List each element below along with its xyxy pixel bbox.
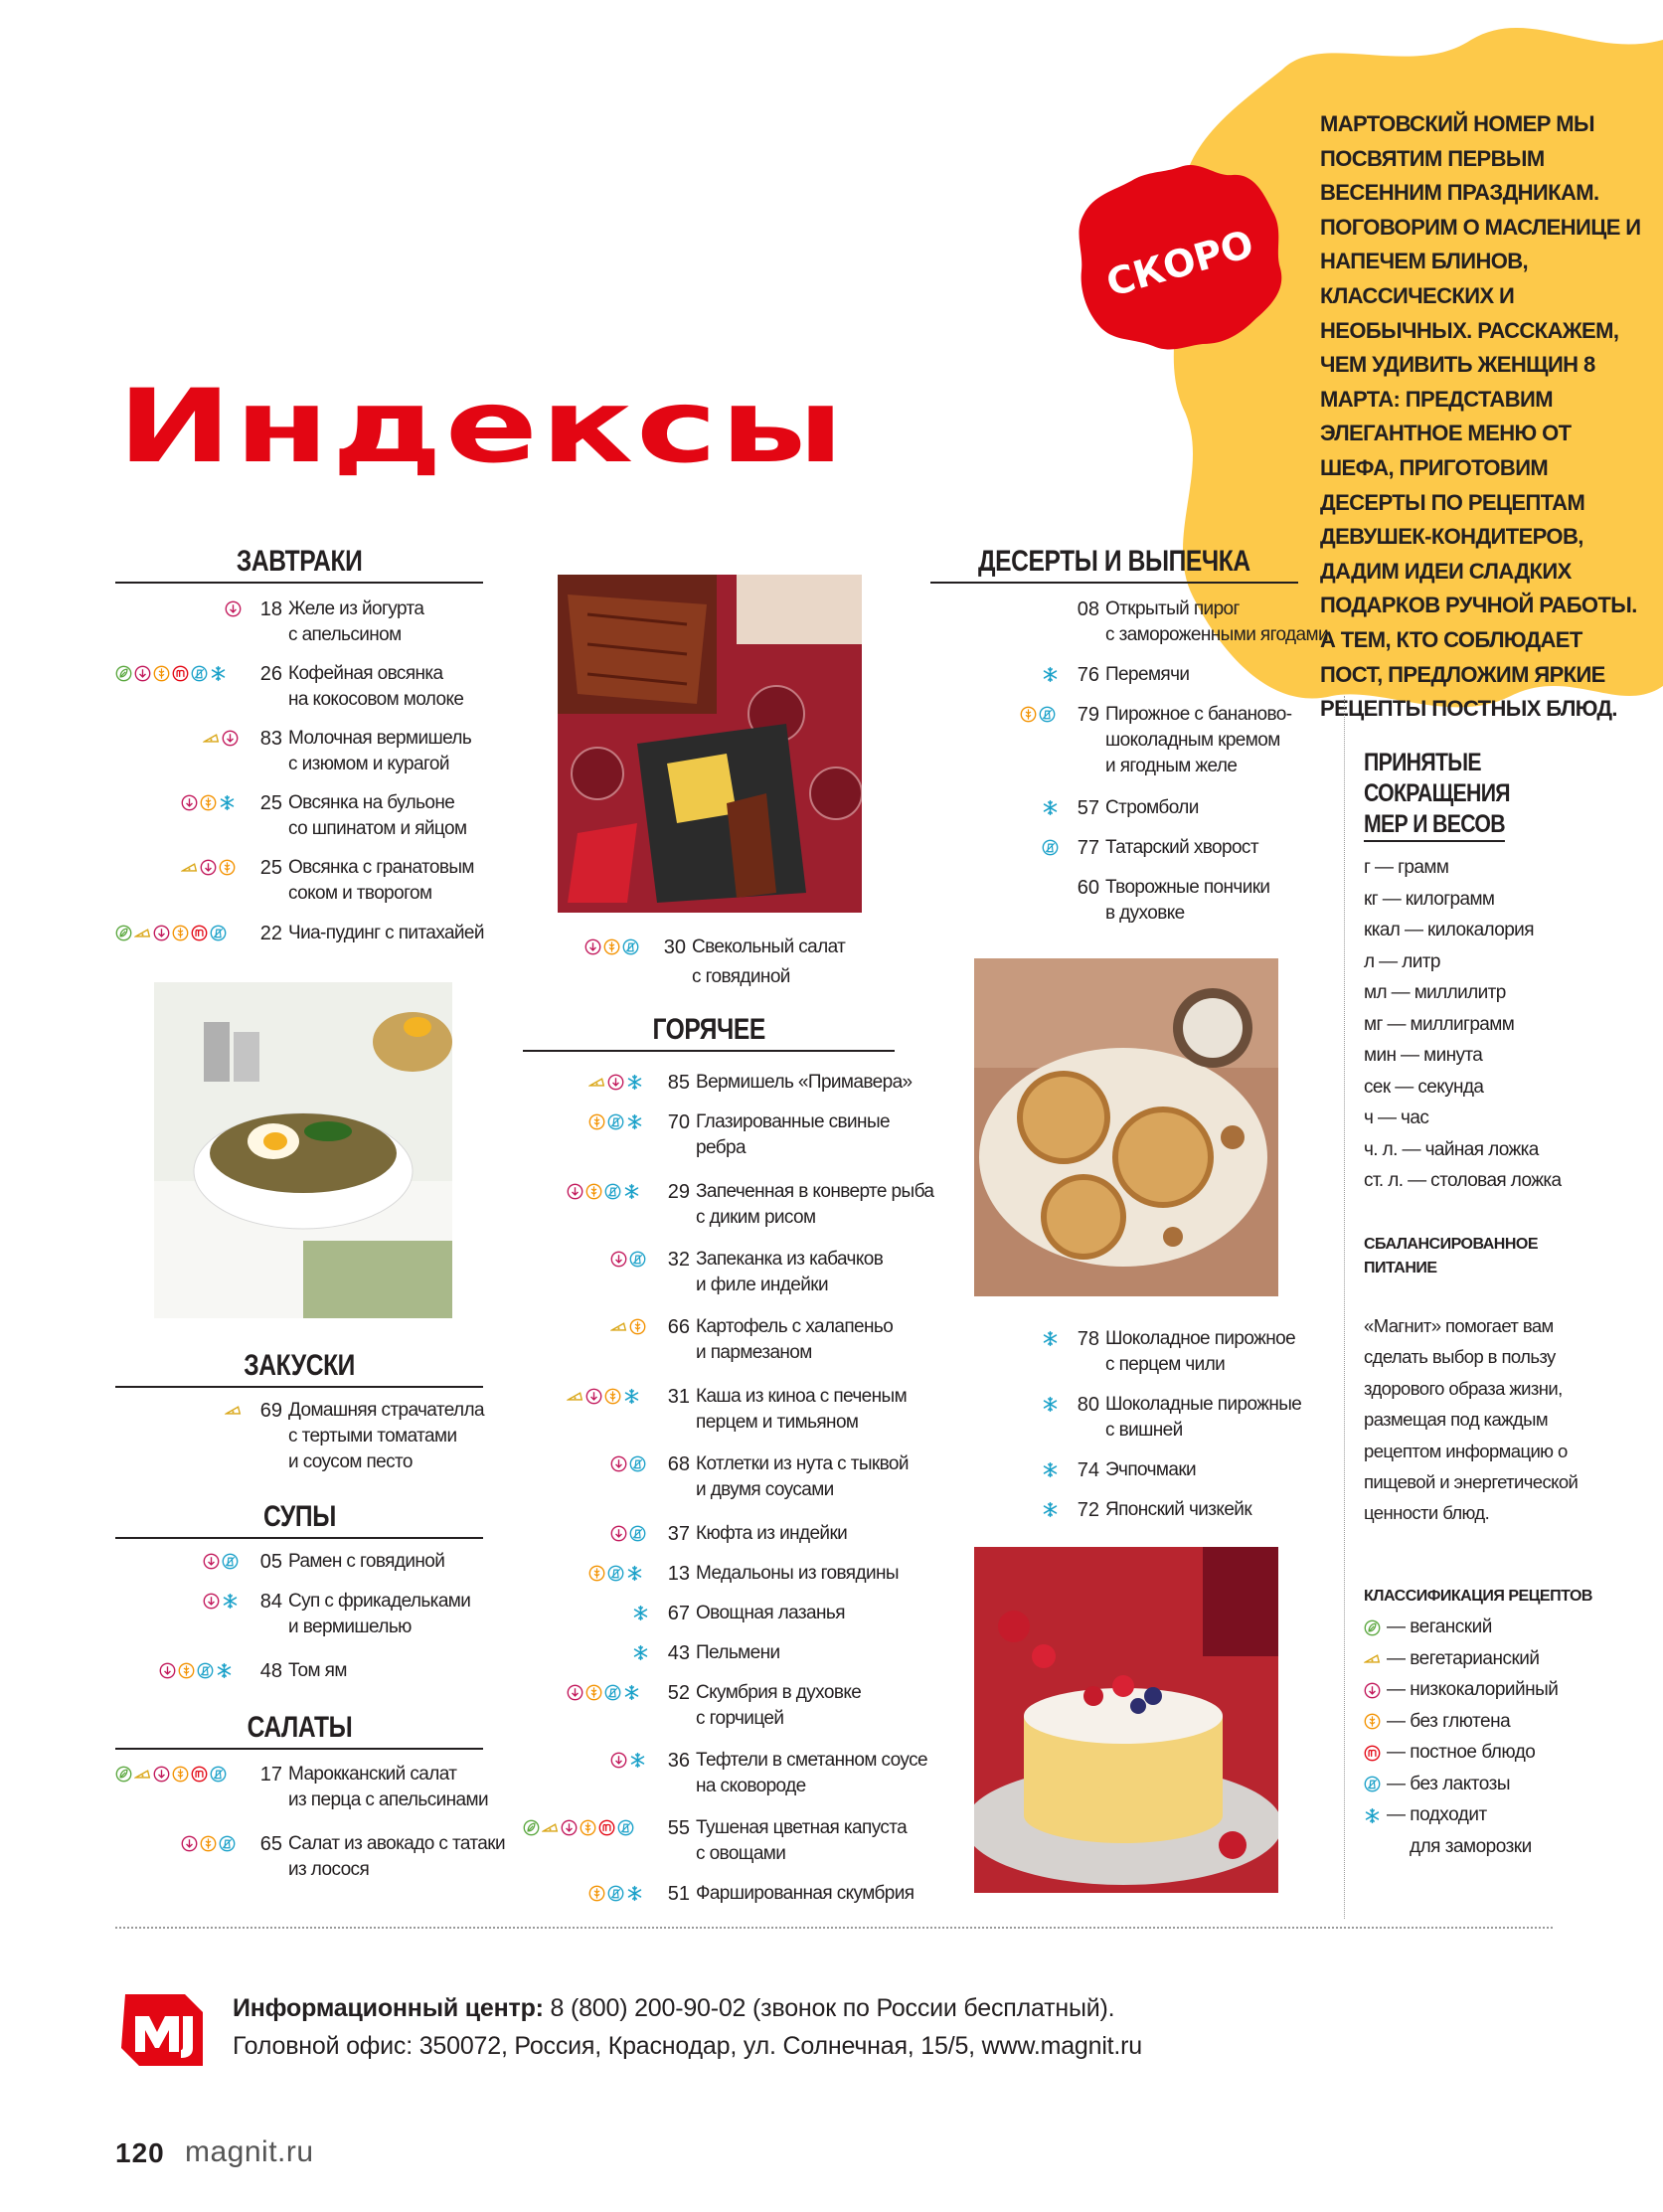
recipe-name-cont: перцем и тимьяном [696,1412,859,1433]
recipe-name-cont: с изюмом и курагой [288,754,449,774]
recipe-name: Овсянка с гранатовым [288,857,474,878]
page-title: Индексы [117,368,847,486]
lowcal-icon [225,600,242,617]
lactosefree-icon [210,1766,227,1783]
lactosefree-icon [210,925,227,941]
recipe-name: Пельмени [696,1642,780,1663]
legend-item [1410,1836,1532,1858]
recipe-name: Фаршированная скумбрия [696,1883,915,1904]
recipe-name: Каша из киноа с печеным [696,1386,908,1407]
vegan-icon [115,1766,132,1783]
measure-item: л — литр [1364,950,1440,972]
page-number: 25 [259,857,282,879]
recipe-name: Японский чизкейк [1105,1499,1252,1520]
vegetarian-icon [134,1766,151,1783]
freeze-icon [626,1113,643,1130]
recipe-name-cont: на кокосовом молоке [288,689,464,710]
measures-title: ПРИНЯТЫЕ СОКРАЩЕНИЯ МЕР И ВЕСОВ [1364,748,1602,842]
lactosefree-icon [1364,1776,1381,1792]
page-number: 57 [1077,797,1099,819]
freeze-icon [216,1662,233,1679]
lactosefree-icon [604,1183,621,1200]
balanced-text: «Магнит» помогает вам сделать выбор в пользу здорового образа жизни, размещая под каждым рецептом информацию о пищевой и энергетической ценности блюд. [1364,1315,1579,1524]
lactosefree-icon [197,1662,214,1679]
vegan-icon [115,665,132,682]
legend-item [1364,1804,1487,1826]
recipe-name-cont: и двумя соусами [696,1479,834,1500]
info-center-value: 8 (800) 200-90-02 (звонок по России бесплатный). [543,1994,1115,2022]
legend-item [1364,1774,1510,1795]
vegetarian-icon [181,859,198,876]
freeze-icon [626,1565,643,1582]
lowcal-icon [200,859,217,876]
head-office: Головной офис: 350072, Россия, Краснодар, ул. Солнечная, 15/5, www.magnit.ru [233,2032,1142,2060]
vegan-icon [1364,1619,1381,1636]
freeze-icon [219,794,236,811]
promo-text: МАРТОВСКИЙ НОМЕР МЫ ПОСВЯТИМ ПЕРВЫМ ВЕСЕННИМ ПРАЗДНИКАМ. ПОГОВОРИМ О МАСЛЕНИЦЕ И НАПЕЧЕМ БЛИНОВ, КЛАССИЧЕСКИХ И НЕОБЫЧНЫХ. РАССКАЖЕМ, ЧЕМ УДИВИТЬ ЖЕНЩИН 8 МАРТА: ПРЕДСТАВИМ ЭЛЕГАНТНОЕ МЕНЮ ОТ ШЕФА, ПРИГОТОВИМ ДЕСЕРТЫ ПО РЕЦЕПТАМ ДЕВУШЕК-КОНДИТЕРОВ, ДАДИМ ИДЕИ СЛАДКИХ ПОДАРКОВ РУЧНОЙ РАБОТЫ. А ТЕМ, КТО СОБЛЮДАЕТ ПОСТ, ПРЕДЛОЖИМ ЯРКИЕ РЕЦЕПТЫ ПОСТНЫХ БЛЮД. [1320,111,1641,722]
freeze-icon [1042,666,1059,683]
lowcal-icon [561,1819,578,1836]
page-number: 25 [259,792,282,814]
freeze-icon [623,1388,640,1405]
page-number: 74 [1077,1459,1099,1481]
measure-item: г — грамм [1364,857,1449,878]
freeze-icon [632,1605,649,1621]
legend-label: для заморозки [1410,1835,1532,1857]
recipe-name: Тефтели в сметанном соусе [696,1750,927,1771]
page-number: 51 [667,1883,690,1905]
measure-item: сек — секунда [1364,1076,1484,1098]
freeze-icon [222,1593,239,1610]
freeze-icon [1042,799,1059,816]
page-number: 60 [1077,877,1099,899]
recipe-name-cont: соком и творогом [288,883,432,904]
recipe-name: Картофель с халапеньо [696,1316,894,1337]
recipe-name: Пирожное с бананово- [1105,704,1292,725]
measure-item: кг — килограмм [1364,888,1495,910]
lowcal-icon [584,938,601,955]
glutenfree-icon [200,794,217,811]
recipe-name: Салат из авокадо с татаки [288,1833,505,1854]
legend-label: — без лактозы [1387,1773,1510,1794]
section-snacks-title: ЗАКУСКИ [115,1346,483,1388]
freeze-icon [1364,1807,1381,1824]
page-number: 69 [259,1400,282,1422]
page-number: 30 [663,936,686,958]
magnit-logo [115,1986,209,2074]
measure-item: ст. л. — столовая ложка [1364,1170,1562,1191]
page-number: 05 [259,1551,282,1573]
recipe-name-cont: и соусом песто [288,1451,413,1472]
page-number: 70 [667,1111,690,1133]
legend-label: — вегетарианский [1387,1647,1540,1669]
legend-item [1364,1742,1535,1764]
page-number: 55 [667,1817,690,1839]
recipe-name: Скумбрия в духовке [696,1682,862,1703]
recipe-name-cont: и пармезаном [696,1342,812,1363]
vegan-icon [523,1819,540,1836]
recipe-name: Глазированные свиные [696,1111,890,1132]
recipe-name-cont: на сковороде [696,1776,806,1796]
lactosefree-icon [1042,839,1059,856]
recipe-name: Запеченная в конверте рыба [696,1181,934,1202]
lactosefree-icon [604,1684,621,1701]
recipe-name-cont: из перца с апельсинами [288,1789,488,1810]
recipe-name: Открытый пирог [1105,598,1240,619]
measure-item: мин — минута [1364,1045,1483,1066]
lowcal-icon [153,925,170,941]
cheesecake-photo [974,1547,1278,1893]
legend-item [1364,1648,1540,1670]
recipe-name-cont: с диким рисом [696,1207,816,1228]
ribs-photo [558,575,862,913]
recipe-name: Творожные пончики [1105,877,1270,898]
page-number: 31 [667,1386,690,1408]
glutenfree-icon [604,1388,621,1405]
glutenfree-icon [588,1885,605,1902]
page-number: 29 [667,1181,690,1203]
legend-label: — постное блюдо [1387,1742,1536,1763]
page-number: 66 [667,1316,690,1338]
lactosefree-icon [1039,706,1056,723]
pastry-photo [974,958,1278,1296]
lowcal-icon [607,1074,624,1091]
recipe-name: Молочная вермишель [288,728,472,749]
vegetarian-icon [134,925,151,941]
page-number: 67 [667,1603,690,1624]
measure-item: ч. л. — чайная ложка [1364,1138,1539,1160]
legend-item [1364,1616,1492,1638]
legend-label: — без глютена [1387,1710,1511,1732]
lowcal-icon [1364,1682,1381,1699]
page-number: 43 [667,1642,690,1664]
measure-item: ккал — килокалория [1364,920,1534,940]
recipe-name-cont: шоколадным кремом [1105,730,1280,751]
lowcal-icon [181,794,198,811]
recipe-name: Шоколадные пирожные [1105,1394,1302,1415]
recipe-name: Овсянка на бульоне [288,792,455,813]
recipe-name: Татарский хворост [1105,837,1258,858]
lactosefree-icon [629,1455,646,1472]
recipe-name: Домашняя страчателла [288,1400,485,1421]
recipe-name-cont: со шпинатом и яйцом [288,818,467,839]
page-number: 76 [1077,664,1099,686]
legend-item [1364,1679,1558,1701]
glutenfree-icon [585,1183,602,1200]
recipe-name-cont: в духовке [1105,903,1185,924]
page-number: 13 [667,1563,690,1585]
measure-item: мл — миллилитр [1364,982,1506,1003]
freeze-icon [626,1885,643,1902]
recipe-name-cont: и ягодным желе [1105,756,1238,776]
recipe-name: Желе из йогурта [288,598,424,619]
lowcal-icon [610,1251,627,1268]
recipe-name: Стромболи [1105,797,1199,818]
recipe-name: Овощная лазанья [696,1603,845,1623]
vegan-icon [115,925,132,941]
section-hot-title: ГОРЯЧЕЕ [523,1010,895,1052]
info-center [233,1994,1114,2023]
glutenfree-icon [219,859,236,876]
recipe-name-cont: с вишней [1105,1420,1183,1441]
footer-divider [115,1927,1553,1929]
page-number: 72 [1077,1499,1099,1521]
recipe-name: Запеканка из кабачков [696,1249,884,1270]
recipe-name: Медальоны из говядины [696,1563,899,1584]
page-number: 26 [259,663,282,685]
lowcal-icon [159,1662,176,1679]
page-number: 48 [259,1660,282,1682]
lactosefree-icon [607,1565,624,1582]
lactosefree-icon [222,1553,239,1570]
page-number: 78 [1077,1328,1099,1350]
measure-item: ч — час [1364,1107,1429,1128]
glutenfree-icon [200,1835,217,1852]
legend-item [1364,1711,1510,1733]
glutenfree-icon [172,1766,189,1783]
lactosefree-icon [617,1819,634,1836]
lowcal-icon [181,1835,198,1852]
freeze-icon [629,1752,646,1769]
page-number: 52 [667,1682,690,1704]
vegetarian-icon [567,1388,583,1405]
page-number: 77 [1077,837,1099,859]
section-desserts-title: ДЕСЕРТЫ И ВЫПЕЧКА [930,542,1298,584]
page-number: 17 [259,1764,282,1786]
recipe-name-cont: из лосося [288,1859,370,1880]
recipe-name: Кюфта из индейки [696,1523,848,1544]
recipe-name-cont: с перцем чили [1105,1354,1226,1375]
recipe-name-cont: с говядиной [692,966,790,987]
recipe-name: Свекольный салат [692,936,846,957]
section-breakfast-title: ЗАВТРАКИ [115,542,483,584]
page-number: 18 [259,598,282,620]
measure-item: мг — миллиграмм [1364,1013,1515,1035]
recipe-name: Том ям [288,1660,347,1681]
page-number: 80 [1077,1394,1099,1416]
legend-title: КЛАССИФИКАЦИЯ РЕЦЕПТОВ [1364,1588,1592,1605]
recipe-name: Рамен с говядиной [288,1551,445,1572]
page-number: 22 [259,923,282,944]
vegetarian-icon [542,1819,559,1836]
freeze-icon [210,665,227,682]
glutenfree-icon [178,1662,195,1679]
page-number: 84 [259,1591,282,1613]
skoro-badge [1076,159,1284,354]
lowcal-icon [567,1684,583,1701]
page-number: 85 [667,1072,690,1094]
lowcal-icon [203,1553,220,1570]
info-center-label: Информационный центр: [233,1994,544,2022]
lactosefree-icon [629,1251,646,1268]
lent-icon [191,1766,208,1783]
recipe-name: Кофейная овсянка [288,663,443,684]
vegetarian-icon [588,1074,605,1091]
lactosefree-icon [629,1525,646,1542]
vegetarian-icon [610,1318,627,1335]
lent-icon [1364,1745,1381,1762]
section-soups-title: СУПЫ [115,1497,483,1539]
recipe-name: Марокканский салат [288,1764,457,1785]
recipe-name: Суп с фрикадельками [288,1591,471,1612]
lent-icon [172,665,189,682]
skoro-label: СКОРО [1101,221,1258,306]
page-number: 37 [667,1523,690,1545]
lactosefree-icon [607,1885,624,1902]
glutenfree-icon [603,938,620,955]
section-salads-title: САЛАТЫ [115,1708,483,1750]
glutenfree-icon [1020,706,1037,723]
lowcal-icon [134,665,151,682]
recipe-name-cont: с горчицей [696,1708,784,1729]
recipe-name: Шоколадное пирожное [1105,1328,1296,1349]
recipe-name-cont: с апельсином [288,624,402,645]
recipe-name: Эчпочмаки [1105,1459,1197,1480]
page-number: 68 [667,1453,690,1475]
lowcal-icon [610,1752,627,1769]
page-number: 08 [1077,598,1099,620]
glutenfree-icon [585,1684,602,1701]
lactosefree-icon [607,1113,624,1130]
lowcal-icon [222,730,239,747]
freeze-icon [1042,1396,1059,1413]
glutenfree-icon [172,925,189,941]
recipe-name: Перемячи [1105,664,1190,685]
oatmeal-photo [154,982,452,1318]
legend-label: — подходит [1387,1804,1487,1825]
lent-icon [598,1819,615,1836]
page-number: 65 [259,1833,282,1855]
recipe-name-cont: с замороженными ягодами [1105,624,1328,645]
lowcal-icon [153,1766,170,1783]
lowcal-icon [203,1593,220,1610]
freeze-icon [1042,1330,1059,1347]
freeze-icon [1042,1461,1059,1478]
lowcal-icon [610,1525,627,1542]
lent-icon [191,925,208,941]
freeze-icon [623,1684,640,1701]
freeze-icon [1042,1501,1059,1518]
site-url: magnit.ru [185,2135,314,2168]
glutenfree-icon [588,1113,605,1130]
recipe-name-cont: с тертыми томатами [288,1426,457,1446]
vegetarian-icon [203,730,220,747]
lowcal-icon [585,1388,602,1405]
glutenfree-icon [588,1565,605,1582]
legend-label: — веганский [1387,1616,1492,1637]
recipe-name: Тушеная цветная капуста [696,1817,908,1838]
page-number: 83 [259,728,282,750]
recipe-name-cont: и филе индейки [696,1275,828,1295]
lactosefree-icon [191,665,208,682]
lactosefree-icon [622,938,639,955]
vegetarian-icon [1364,1650,1381,1667]
page-number: 79 [1077,704,1099,726]
balanced-title: СБАЛАНСИРОВАННОЕ ПИТАНИЕ [1364,1236,1539,1276]
recipe-name: Вермишель «Примавера» [696,1072,913,1093]
lactosefree-icon [219,1835,236,1852]
lowcal-icon [610,1455,627,1472]
recipe-name: Котлетки из нута с тыквой [696,1453,909,1474]
page-number: 36 [667,1750,690,1772]
recipe-name-cont: с овощами [696,1843,786,1864]
page-number-footer: 120 [115,2137,165,2168]
sidebar-divider [1344,696,1345,1919]
lowcal-icon [567,1183,583,1200]
freeze-icon [623,1183,640,1200]
freeze-icon [626,1074,643,1091]
page-number: 32 [667,1249,690,1271]
recipe-name: Чиа-пудинг с питахайей [288,923,484,943]
vegetarian-icon [225,1402,242,1419]
recipe-name-cont: и вермишелью [288,1616,412,1637]
freeze-icon [632,1644,649,1661]
glutenfree-icon [1364,1713,1381,1730]
glutenfree-icon [629,1318,646,1335]
recipe-name-cont: ребра [696,1137,746,1158]
legend-label: — низкокалорийный [1387,1679,1559,1700]
glutenfree-icon [153,665,170,682]
glutenfree-icon [580,1819,596,1836]
